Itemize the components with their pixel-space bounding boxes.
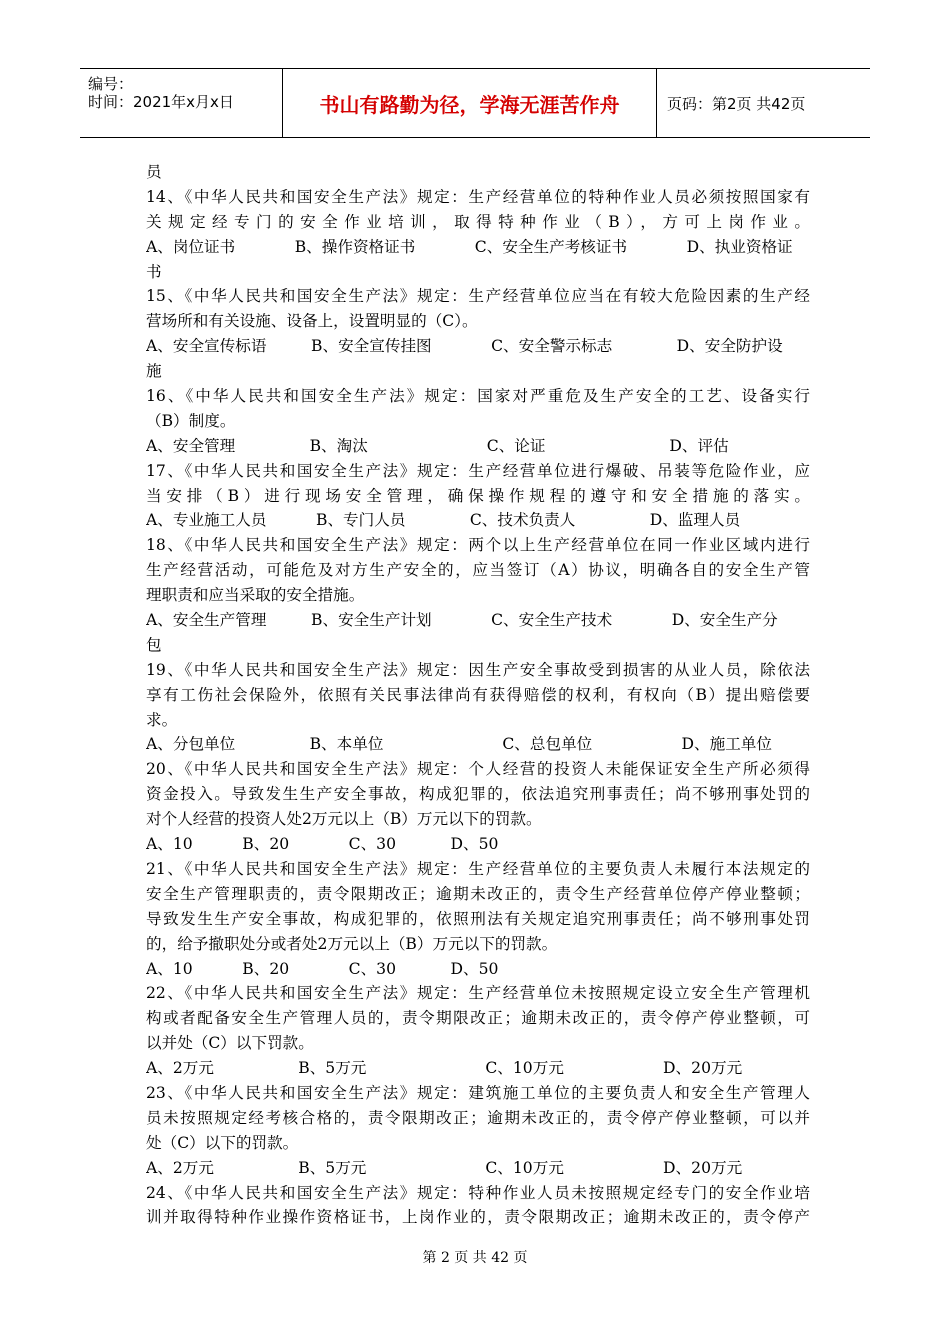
text-line: 18、《中华人民共和国安全生产法》规定：两个以上生产经营单位在同一作业区域内进行	[146, 536, 810, 555]
header-page-cell	[657, 69, 870, 137]
answer-options-line: A、分包单位 B、本单位 C、总包单位 D、施工单位	[146, 735, 772, 754]
text-line: 19、《中华人民共和国安全生产法》规定：因生产安全事故受到损害的从业人员，除依法	[146, 660, 810, 679]
text-line: 当安排（B）进行现场安全管理，确保操作规程的遵守和安全措施的落实。	[146, 486, 810, 505]
code-label: 编号：	[88, 75, 134, 93]
text-line: （B）制度。	[146, 411, 236, 430]
text-line: 16、《中华人民共和国安全生产法》规定：国家对严重危及生产安全的工艺、设备实行	[146, 387, 810, 406]
text-line: 理职责和应当采取的安全措施。	[146, 586, 365, 605]
text-line: 生产经营活动，可能危及对方生产安全的，应当签订（A）协议，明确各自的安全生产管	[146, 561, 810, 580]
page-info: 页码：第2页 共42页	[667, 94, 806, 113]
text-line: 训并取得特种作业操作资格证书，上岗作业的，责令限期改正；逾期未改正的，责令停产	[146, 1208, 810, 1227]
answer-options-line: A、安全宣传标语 B、安全宣传挂图 C、安全警示标志 D、安全防护设	[146, 337, 783, 356]
text-line: 导致发生生产安全事故，构成犯罪的，依照刑法有关规定追究刑事责任；尚不够刑事处罚	[146, 909, 810, 928]
text-line: 处（C）以下的罚款。	[146, 1133, 299, 1152]
page-footer: 第 2 页 共 42 页	[422, 1250, 528, 1266]
header-motto-cell	[283, 69, 657, 137]
document-body	[146, 160, 810, 1230]
text-line: 享有工伤社会保险外，依照有关民事法律尚有获得赔偿的权利，有权向（B）提出赔偿要	[146, 685, 810, 704]
answer-options-line: A、安全生产管理 B、安全生产计划 C、安全生产技术 D、安全生产分	[146, 611, 778, 630]
text-line: 员未按照规定经考核合格的，责令限期改正；逾期未改正的，责令停产停业整顿，可以并	[146, 1108, 810, 1127]
answer-options-line: A、岗位证书 B、操作资格证书 C、安全生产考核证书 D、执业资格证	[146, 237, 793, 256]
text-line: 14、《中华人民共和国安全生产法》规定：生产经营单位的特种作业人员必须按照国家有	[146, 187, 810, 206]
answer-options-line: A、安全管理 B、淘汰 C、论证 D、评估	[146, 436, 729, 455]
text-line: 17、《中华人民共和国安全生产法》规定：生产经营单位进行爆破、吊装等危险作业，应	[146, 461, 810, 480]
answer-options-line: A、2万元 B、5万元 C、10万元 D、20万元	[146, 1059, 743, 1078]
text-line: 包	[146, 635, 162, 654]
text-line: 20、《中华人民共和国安全生产法》规定：个人经营的投资人未能保证安全生产所必须得	[146, 760, 810, 779]
text-line: 22、《中华人民共和国安全生产法》规定：生产经营单位未按照规定设立安全生产管理机	[146, 984, 810, 1003]
text-line: 24、《中华人民共和国安全生产法》规定：特种作业人员未按照规定经专门的安全作业培	[146, 1183, 810, 1202]
text-line: 对个人经营的投资人处2万元以上（B）万元以下的罚款。	[146, 810, 542, 829]
document-header	[80, 68, 870, 138]
answer-options-line: A、2万元 B、5万元 C、10万元 D、20万元	[146, 1158, 743, 1177]
header-left-cell	[80, 69, 283, 137]
text-line: 以并处（C）以下罚款。	[146, 1034, 314, 1053]
time-label: 时间：2021年x月x日	[88, 93, 234, 111]
text-line: 书	[146, 262, 162, 281]
answer-options-line: A、10 B、20 C、30 D、50	[146, 959, 499, 978]
text-line: 安全生产管理职责的，责令限期改正；逾期未改正的，责令生产经营单位停产停业整顿；	[146, 884, 810, 903]
text-line: 施	[146, 362, 162, 381]
text-line: 的，给予撤职处分或者处2万元以上（B）万元以下的罚款。	[146, 934, 558, 953]
text-line: 15、《中华人民共和国安全生产法》规定：生产经营单位应当在有较大危险因素的生产经	[146, 287, 810, 306]
text-line: 资金投入。导致发生生产安全事故，构成犯罪的，依法追究刑事责任；尚不够刑事处罚的	[146, 785, 810, 804]
text-line: 员	[146, 163, 162, 181]
text-line: 构或者配备安全生产管理人员的，责令期限改正；逾期未改正的，责令停产停业整顿，可	[146, 1009, 810, 1028]
text-line: 求。	[146, 710, 178, 729]
answer-options-line: A、10 B、20 C、30 D、50	[146, 835, 499, 854]
answer-options-line: A、专业施工人员 B、专门人员 C、技术负责人 D、监理人员	[146, 511, 741, 530]
text-line: 21、《中华人民共和国安全生产法》规定：生产经营单位的主要负责人未履行本法规定的	[146, 859, 810, 878]
motto-text: 书山有路勤为径，学海无涯苦作舟	[319, 92, 620, 117]
text-line: 营场所和有关设施、设备上，设置明显的（C）。	[146, 312, 478, 331]
text-line: 23、《中华人民共和国安全生产法》规定：建筑施工单位的主要负责人和安全生产管理人	[146, 1083, 810, 1102]
text-line: 关规定经专门的安全作业培训，取得特种作业（B），方可上岗作业。	[146, 212, 810, 231]
